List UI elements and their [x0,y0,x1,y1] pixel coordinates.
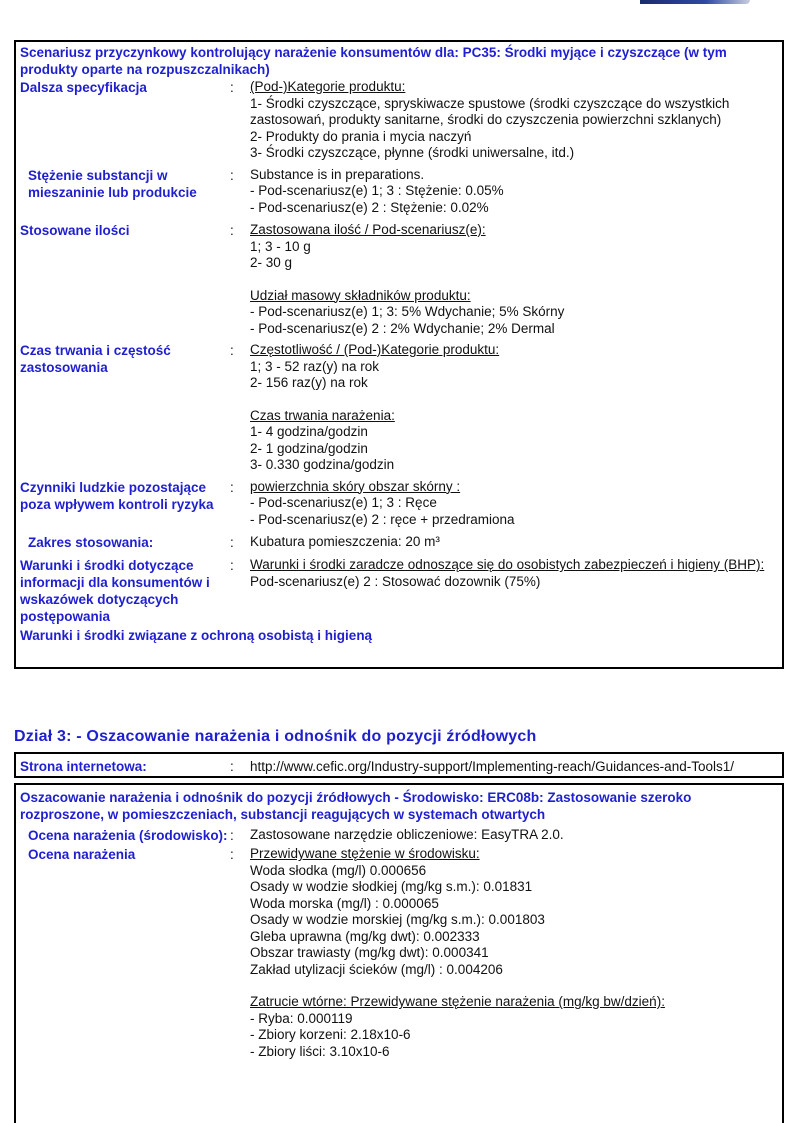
duration-line: 3- 0.330 godzina/godzin [250,457,395,472]
scenario-title: Scenariusz przyczynkowy kontrolujący narażenie konsumentów dla: PC35: Środki myjące i czyszczące (w tym produkty oparte na rozpuszczalnikach) [20,45,727,77]
row-exposure-assessment [20,846,778,1060]
value-scope: Kubatura pomieszczenia: 20 m³ [250,534,440,549]
colon: : [230,223,234,238]
row-further-spec [20,79,778,162]
label-duration: Czas trwania i częstość zastosowania [20,343,171,375]
exposure-line: - Zbiory korzeni: 2.18x10-6 [250,1027,411,1042]
section-3-heading: Dział 3: - Oszacowanie narażenia i odnośnik do pozycji źródłowych [14,728,537,745]
exposure-line: Osady w wodzie morskiej (mg/kg s.m.): 0.001803 [250,912,545,927]
duration-line: 1; 3 - 52 raz(y) na rok [250,358,380,374]
human-line: - Pod-scenariusz(e) 1; 3 : Ręce [250,495,437,510]
spec-line: 3- Środki czyszczące, płynne (środki uniwersalne, itd.) [250,145,575,160]
amounts-line: - Pod-scenariusz(e) 1; 3: 5% Wdychanie; 5% Skórny [250,304,565,319]
header-logo-fragment [640,0,750,4]
label-consumer-conditions: Warunki i środki dotyczące informacji dla konsumentów i wskazówek dotyczących postępowania [20,558,210,624]
value-duration [250,342,778,474]
value-concentration [250,167,778,217]
human-line: - Pod-scenariusz(e) 2 : ręce + przedramiona [250,511,515,527]
exposure-line: Woda morska (mg/l) : 0.000065 [250,895,439,911]
value-consumer-conditions [250,557,778,625]
colon: : [230,535,234,550]
label-website: Strona internetowa: [20,759,147,774]
conditions-heading: Warunki i środki zaradcze odnoszące się do osobistych zabezpieczeń i higieny (BHP): [250,557,765,572]
spec-line: 2- Produkty do prania i mycia naczyń [250,128,472,144]
amounts-heading-2: Udział masowy składników produktu: [250,287,471,303]
row-consumer-conditions [20,557,778,625]
duration-line: 2- 156 raz(y) na rok [250,375,368,390]
website-url: http://www.cefic.org/Industry-support/Implementing-reach/Guidances-and-Tools1/ [250,759,734,774]
website-box [14,752,784,778]
colon: : [230,479,234,495]
duration-heading-2: Czas trwania narażenia: [250,407,395,423]
colon: : [230,167,234,183]
amounts-line: 1; 3 - 10 g [250,238,311,254]
value-human-factors [250,479,778,529]
exposure-line: Woda słodka (mg/l) 0.000656 [250,862,427,878]
exposure-line: - Zbiory liści: 3.10x10-6 [250,1043,390,1059]
value-amounts [250,222,778,337]
value-exposure-assessment [250,846,778,1060]
exposure-heading-1: Przewidywane stężenie w środowisku: [250,846,480,861]
scenario-box [14,40,784,669]
duration-line: 1- 4 godzina/godzin [250,424,368,439]
label-concentration: Stężenie substancji w mieszaninie lub produkcie [28,167,197,200]
label-scope: Zakres stosowania: [28,535,154,550]
spec-heading: (Pod-)Kategorie produktu: [250,79,406,94]
amounts-line: - Pod-scenariusz(e) 2 : 2% Wdychanie; 2% Dermal [250,320,555,336]
exposure-line: Gleba uprawna (mg/kg dwt): 0.002333 [250,928,480,944]
label-amounts: Stosowane ilości [20,223,130,238]
conditions-line: Pod-scenariusz(e) 2 : Stosować dozownik (75%) [250,573,541,589]
colon: : [230,80,234,95]
colon: : [230,828,234,843]
duration-heading-1: Częstotliwość / (Pod-)Kategorie produktu: [250,342,500,357]
label-env-assessment: Ocena narażenia (środowisko): [28,828,228,843]
value-further-spec [250,79,778,162]
conc-line: - Pod-scenariusz(e) 1; 3 : Stężenie: 0.05% [250,183,504,198]
colon: : [230,343,234,358]
colon: : [230,847,234,862]
estimate-box [14,783,784,1123]
conc-line: Substance is in preparations. [250,166,425,182]
row-amounts [20,222,778,337]
conc-line: - Pod-scenariusz(e) 2 : Stężenie: 0.02% [250,199,489,215]
row-concentration [20,167,778,217]
exposure-line: Zakład utylizacji ścieków (mg/l) : 0.004206 [250,961,503,977]
row-website [20,758,778,775]
exposure-heading-2: Zatrucie wtórne: Przewidywane stężenie narażenia (mg/kg bw/dzień): [250,994,665,1009]
amounts-line: 2- 30 g [250,255,293,270]
row-scope [20,534,778,551]
exposure-line: Obszar trawiasty (mg/kg dwt): 0.000341 [250,945,489,960]
label-exposure-assessment: Ocena narażenia [28,847,136,862]
label-human-factors: Czynniki ludzkie pozostające poza wpływem kontroli ryzyka [20,479,214,512]
row-duration [20,342,778,474]
estimate-title: Oszacowanie narażenia i odnośnik do pozycji źródłowych - Środowisko: ERC08b: Zastosowanie szeroko rozproszone, w pomieszczeniach, substancji reagujących w systemach otwartych [20,790,692,822]
row-human-factors [20,479,778,529]
label-further-spec: Dalsza specyfikacja [20,80,147,95]
row-env-assessment [20,827,778,844]
scenario-footer: Warunki i środki związane z ochroną osobistą i higieną [20,628,373,643]
exposure-line: - Ryba: 0.000119 [250,1010,353,1026]
exposure-line: Osady w wodzie słodkiej (mg/kg s.m.): 0.01831 [250,879,533,894]
human-heading: powierzchnia skóry obszar skórny : [250,478,461,494]
amounts-heading-1: Zastosowana ilość / Pod-scenariusz(e): [250,222,486,237]
spec-line: 1- Środki czyszczące, spryskiwacze spustowe (środki czyszczące do wszystkich zastosowań, produkty sanitarne, środki do czyszczenia powierzchni szklanych) [250,95,730,127]
value-env-assessment: Zastosowane narzędzie obliczeniowe: EasyTRA 2.0. [250,827,564,842]
colon: : [230,558,234,573]
colon: : [230,759,234,774]
duration-line: 2- 1 godzina/godzin [250,440,368,456]
